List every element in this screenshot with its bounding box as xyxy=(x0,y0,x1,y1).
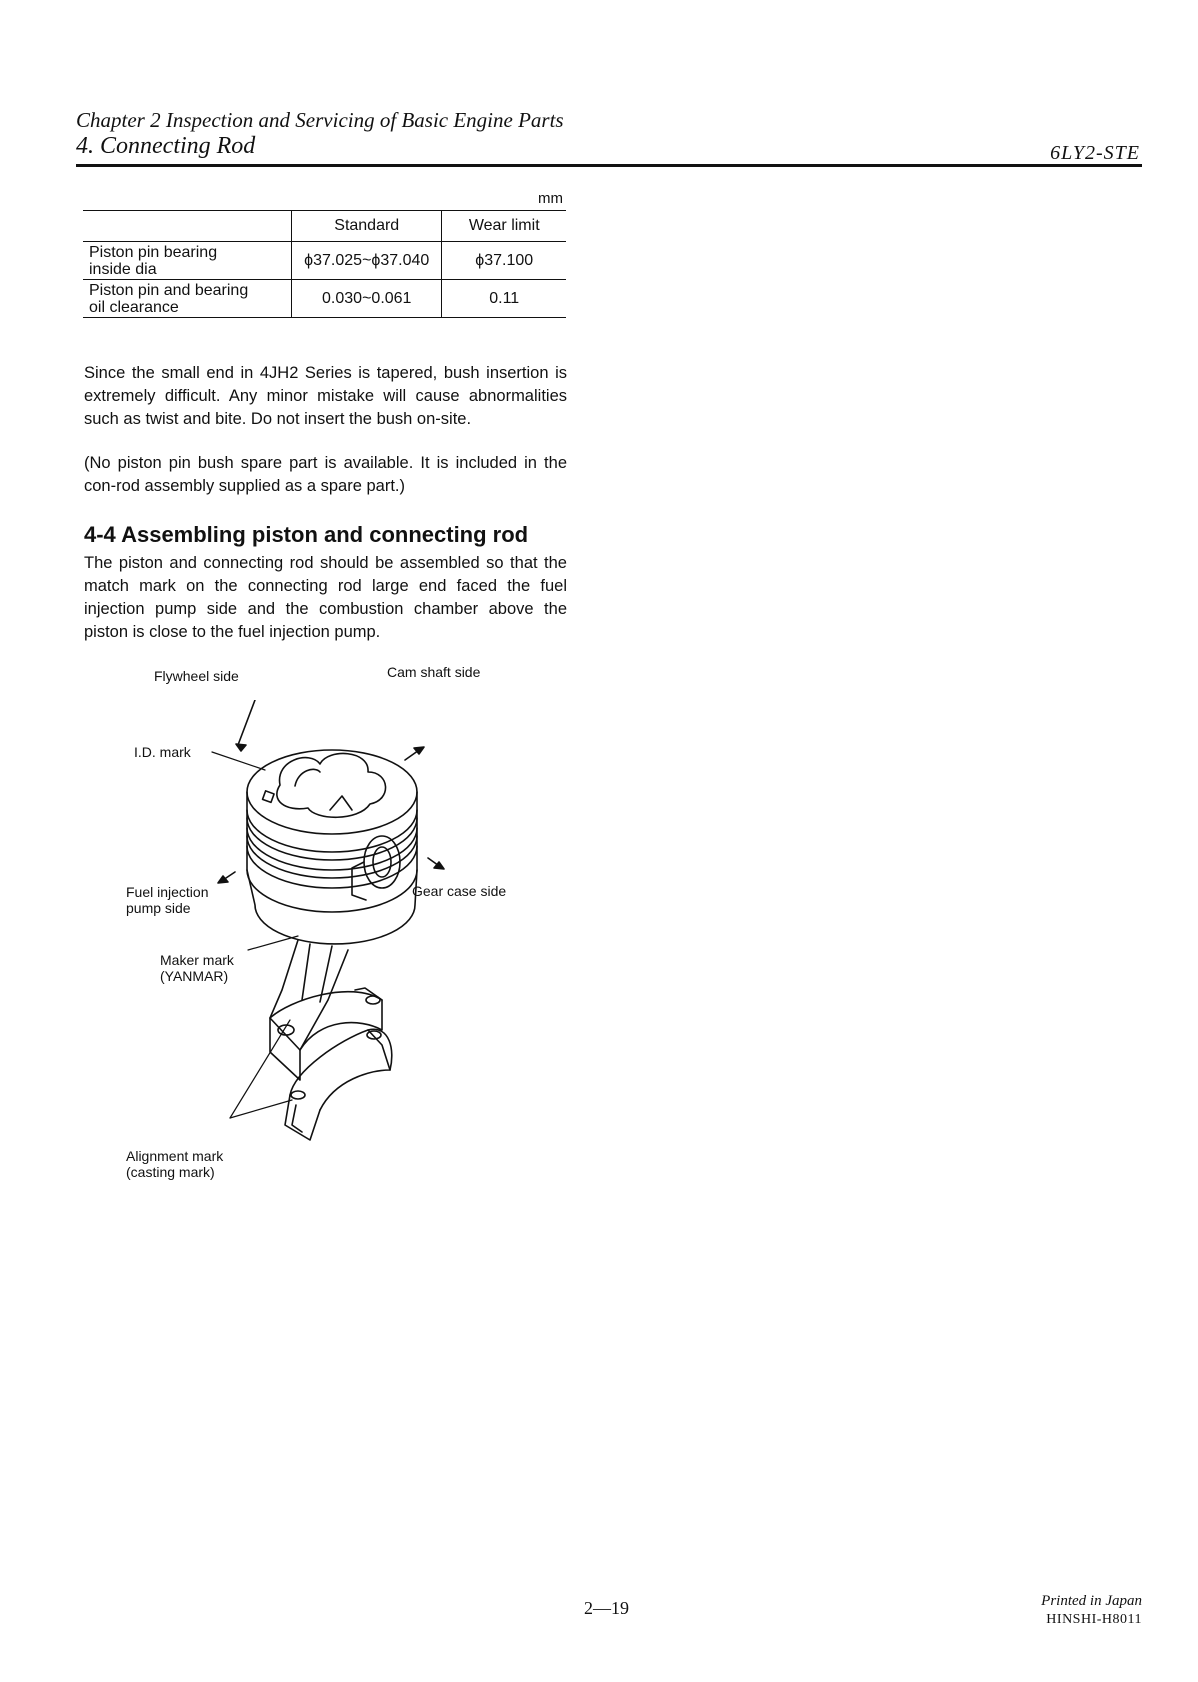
header-rule xyxy=(76,164,1142,167)
label-gear-case-side: Gear case side xyxy=(412,883,507,899)
arrow-fuel-pump-icon xyxy=(218,872,235,883)
label-line: (casting mark) xyxy=(126,1164,215,1180)
table-header-item xyxy=(83,211,292,242)
arrow-flywheel-icon xyxy=(236,700,255,751)
chapter-title: Chapter 2 Inspection and Servicing of Basic Engine Parts xyxy=(76,108,564,132)
paragraph-tapered-small-end: Since the small end in 4JH2 Series is tapered, bush insertion is extremely difficult. Any minor mistake will cause abnormalities such as twist and bite. Do not insert the bush on-site. xyxy=(84,364,567,428)
label-alignment-mark xyxy=(126,1148,223,1180)
paragraph-assembly-instructions: The piston and connecting rod should be assembled so that the match mark on the connecting rod large end faced the fuel injection pump side and the combustion chamber above the piston is close to the fuel injection pump. xyxy=(84,554,567,641)
piston-rod-figure xyxy=(120,664,580,1260)
section-title: 4. Connecting Rod xyxy=(76,133,256,159)
spec-table xyxy=(83,210,566,318)
arrow-gear-case-icon xyxy=(428,858,444,869)
piston-icon xyxy=(247,750,417,944)
table-cell-wear-limit: 0.11 xyxy=(442,280,566,318)
table-cell-item xyxy=(83,280,292,318)
label-line: Maker mark xyxy=(160,952,234,968)
unit-label: mm xyxy=(538,190,563,207)
label-flywheel-side: Flywheel side xyxy=(154,668,239,684)
table-row xyxy=(83,242,566,280)
label-line: pump side xyxy=(126,900,191,916)
printed-in: Printed in Japan xyxy=(1041,1593,1142,1609)
item-line1: Piston pin bearing xyxy=(89,243,218,261)
table-cell-wear-limit: ϕ37.100 xyxy=(442,242,566,280)
label-id-mark: I.D. mark xyxy=(134,744,191,760)
label-line: Fuel injection xyxy=(126,884,209,900)
arrow-camshaft-icon xyxy=(405,747,424,760)
table-header-standard: Standard xyxy=(292,211,442,242)
label-fuel-injection-pump-side xyxy=(126,884,209,916)
connecting-rod-icon xyxy=(270,940,392,1140)
label-maker-mark xyxy=(160,952,234,984)
table-cell-standard: ϕ37.025~ϕ37.040 xyxy=(292,242,442,280)
page-number: 2—19 xyxy=(584,1598,629,1618)
table-cell-standard: 0.030~0.061 xyxy=(292,280,442,318)
label-line: (YANMAR) xyxy=(160,968,229,984)
document-code: HINSHI-H8011 xyxy=(1046,1612,1142,1627)
item-line1: Piston pin and bearing xyxy=(89,281,249,299)
item-line2: inside dia xyxy=(89,260,157,278)
table-header-wear-limit: Wear limit xyxy=(442,211,566,242)
table-row xyxy=(83,280,566,318)
table-header-row xyxy=(83,211,566,242)
label-cam-shaft-side: Cam shaft side xyxy=(387,664,481,680)
table-cell-item xyxy=(83,242,292,280)
item-line2: oil clearance xyxy=(89,298,179,316)
label-line: Alignment mark xyxy=(126,1148,224,1164)
paragraph-spare-part-note: (No piston pin bush spare part is available. It is included in the con-rod assembly supplied as a spare part.) xyxy=(84,454,567,495)
model-code: 6LY2-STE xyxy=(1050,142,1140,164)
section-heading: 4-4 Assembling piston and connecting rod xyxy=(84,522,529,547)
